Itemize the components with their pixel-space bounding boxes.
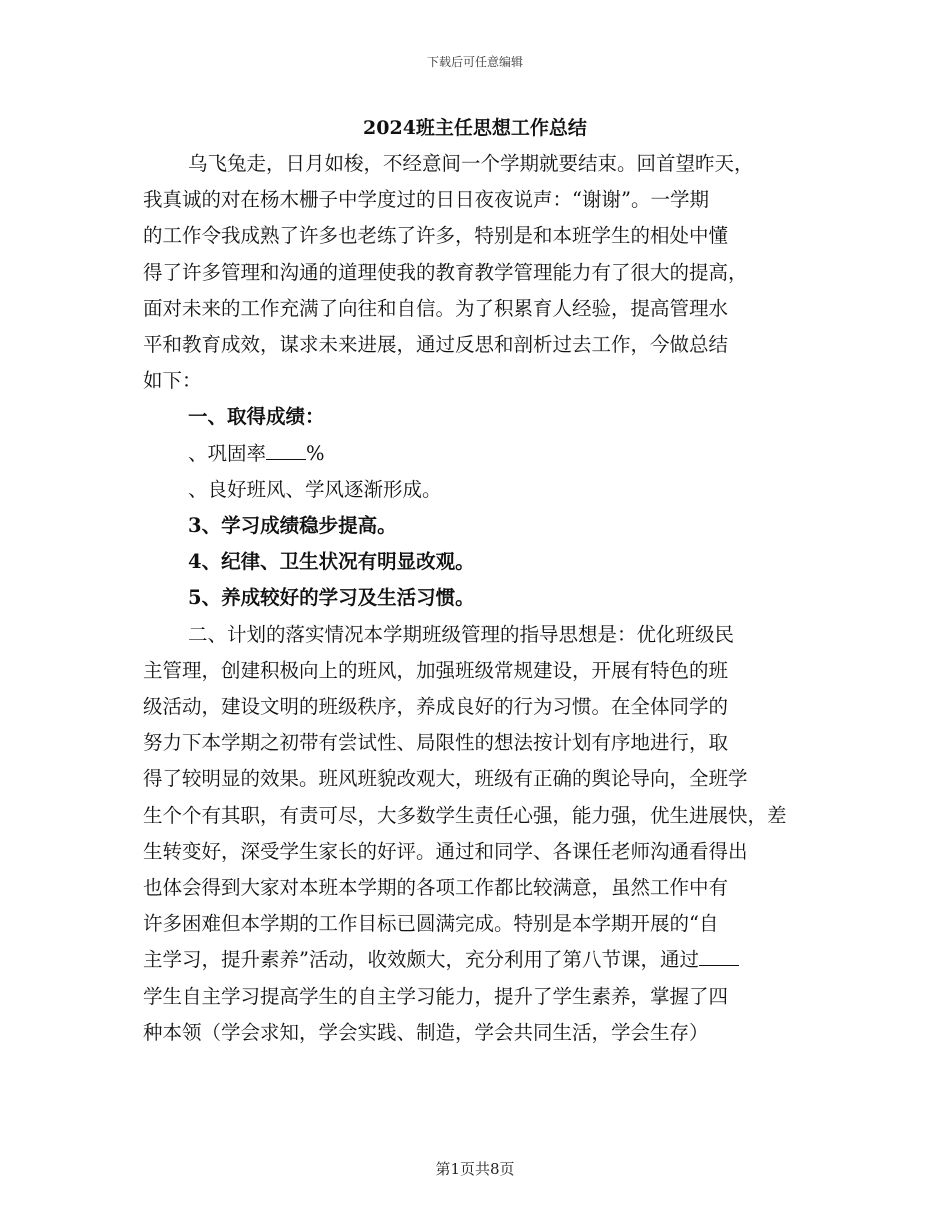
section2-line: 生转变好，深受学生家长的好评。通过和同学、各课任老师沟通看得出 <box>143 839 748 863</box>
section2-line: 级活动，建设文明的班级秩序，养成良好的行为习惯。在全体同学的 <box>143 695 729 719</box>
item-academic: 3、学习成绩稳步提高。 <box>188 514 397 538</box>
intro-line: 我真诚的对在杨木栅子中学度过的日日夜夜说声：“谢谢”。一学期 <box>143 188 709 212</box>
header-note: 下载后可任意编辑 <box>426 55 523 69</box>
section2-line: 许多困难但本学期的工作目标已圆满完成。特别是本学期开展的“自 <box>143 912 719 936</box>
page-footer: 第1页共8页 <box>435 1160 515 1178</box>
item-consolidation-unit: % <box>306 441 325 465</box>
section2-line: 学生自主学习提高学生的自主学习能力，提升了学生素养，掌握了四 <box>143 984 729 1008</box>
item-habits: 5、养成较好的学习及生活习惯。 <box>188 586 475 610</box>
blank-underline <box>699 947 739 966</box>
section2-line: 二、计划的落实情况本学期班级管理的指导思想是：优化班级民 <box>188 622 735 646</box>
section2-line: 生个个有其职，有责可尽，大多数学生责任心强，能力强，优生进展快，差 <box>143 803 787 827</box>
blank-underline <box>266 441 306 460</box>
intro-line: 如下： <box>143 369 202 393</box>
document-body <box>143 146 808 1051</box>
intro-line: 平和教育成效，谋求未来进展，通过反思和剖析过去工作，今做总结 <box>143 333 729 357</box>
item-discipline: 4、纪律、卫生状况有明显改观。 <box>188 550 475 574</box>
section2-line: 得了较明显的效果。班风班貌改观大，班级有正确的舆论导向，全班学 <box>143 767 748 791</box>
section-heading-achievements: 一、取得成绩： <box>188 405 325 429</box>
document-title: 2024班主任思想工作总结 <box>363 117 587 139</box>
item-consolidation-label: 、巩固率 <box>188 441 267 465</box>
section2-line: 努力下本学期之初带有尝试性、局限性的想法按计划有序地进行，取 <box>143 731 729 755</box>
intro-line: 的工作令我成熟了许多也老练了许多，特别是和本班学生的相处中懂 <box>143 224 729 248</box>
intro-line: 乌飞兔走，日月如梭，不经意间一个学期就要结束。回首望昨天， <box>188 152 754 175</box>
section2-line: 主管理，创建积极向上的班风，加强班级常规建设，开展有特色的班 <box>143 658 729 682</box>
section2-line: 主学习，提升素养”活动，收效颇大，充分利用了第八节课，通过 <box>143 948 699 972</box>
item-class-style: 、良好班风、学风逐渐形成。 <box>188 477 442 501</box>
intro-line: 得了许多管理和沟通的道理使我的教育教学管理能力有了很大的提高， <box>143 260 748 284</box>
intro-line: 面对未来的工作充满了向往和自信。为了积累育人经验，提高管理水 <box>143 296 729 320</box>
section2-line-with-blank <box>143 942 808 978</box>
section2-line: 种本领（学会求知，学会实践、制造，学会共同生活，学会生存） <box>143 1020 709 1044</box>
section2-line: 也体会得到大家对本班本学期的各项工作都比较满意，虽然工作中有 <box>143 876 729 900</box>
item-consolidation-rate <box>143 436 808 472</box>
